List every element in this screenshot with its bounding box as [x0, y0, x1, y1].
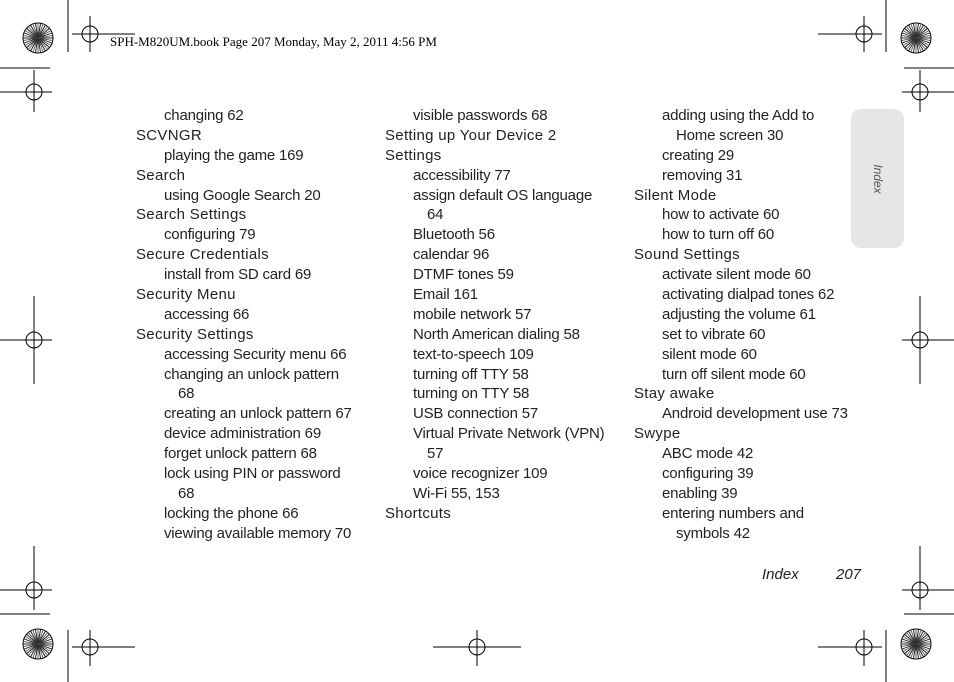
- index-column-3: [634, 106, 864, 544]
- index-subentry: activating dialpad tones 62: [662, 286, 835, 304]
- index-subentry: 64: [427, 206, 444, 224]
- index-subentry: calendar 96: [413, 246, 490, 264]
- index-heading: Security Settings: [136, 325, 254, 343]
- index-subentry: Android development use 73: [662, 405, 848, 423]
- index-heading: Search: [136, 166, 186, 184]
- index-heading: Search Settings: [136, 206, 247, 224]
- index-side-tab-label: Index: [870, 163, 885, 194]
- index-subentry: mobile network 57: [413, 305, 532, 323]
- index-subentry: Email 161: [413, 286, 478, 304]
- index-subentry: 68: [178, 385, 195, 403]
- index-subentry: turn off silent mode 60: [662, 365, 806, 383]
- index-subentry: how to activate 60: [662, 206, 780, 224]
- index-subentry: removing 31: [662, 166, 743, 184]
- index-subentry: silent mode 60: [662, 345, 757, 363]
- index-subentry: configuring 79: [164, 226, 256, 244]
- index-subentry: assign default OS language: [413, 186, 593, 204]
- index-subentry: Wi-Fi 55, 153: [413, 484, 500, 502]
- footer-section-label: Index: [762, 566, 799, 583]
- index-heading: Silent Mode: [634, 186, 717, 204]
- index-subentry: North American dialing 58: [413, 325, 580, 343]
- page-number: 207: [836, 566, 862, 583]
- index-heading: Settings: [385, 146, 442, 164]
- index-subentry: voice recognizer 109: [413, 465, 548, 483]
- index-subentry: adding using the Add to: [662, 107, 815, 124]
- index-subentry: adjusting the volume 61: [662, 305, 816, 323]
- index-column-2: [385, 106, 615, 524]
- index-heading: Setting up Your Device 2: [385, 126, 557, 144]
- index-subentry: lock using PIN or password: [164, 465, 341, 483]
- index-heading: Shortcuts: [385, 504, 452, 522]
- index-subentry: how to turn off 60: [662, 226, 775, 244]
- index-subentry: turning on TTY 58: [413, 385, 530, 403]
- index-subentry: install from SD card 69: [164, 266, 312, 284]
- index-subentry: changing an unlock pattern: [164, 365, 339, 383]
- index-subentry: locking the phone 66: [164, 504, 299, 522]
- index-subentry: creating an unlock pattern 67: [164, 405, 352, 423]
- index-subentry: enabling 39: [662, 484, 738, 502]
- index-subentry: USB connection 57: [413, 405, 539, 423]
- index-subentry: device administration 69: [164, 425, 321, 443]
- index-subentry: symbols 42: [676, 524, 750, 542]
- index-subentry: turning off TTY 58: [413, 365, 529, 383]
- index-subentry: accessing 66: [164, 305, 250, 323]
- index-heading: Sound Settings: [634, 246, 740, 264]
- index-subentry: creating 29: [662, 146, 735, 164]
- index-subentry: using Google Search 20: [164, 186, 321, 204]
- index-heading: Security Menu: [136, 286, 236, 304]
- index-subentry: ABC mode 42: [662, 445, 754, 463]
- index-subentry: set to vibrate 60: [662, 325, 766, 343]
- index-heading: Swype: [634, 425, 681, 443]
- index-column-1: [136, 106, 366, 544]
- index-heading: Stay awake: [634, 385, 715, 403]
- index-subentry: text-to-speech 109: [413, 345, 534, 363]
- index-subentry: viewing available memory 70: [164, 524, 352, 542]
- index-subentry: DTMF tones 59: [413, 266, 514, 284]
- index-subentry: configuring 39: [662, 465, 754, 483]
- index-subentry: 68: [178, 484, 195, 502]
- index-heading: SCVNGR: [136, 126, 202, 144]
- index-subentry: visible passwords 68: [413, 107, 548, 124]
- index-subentry: entering numbers and: [662, 504, 804, 522]
- index-heading: Secure Credentials: [136, 246, 269, 264]
- index-subentry: forget unlock pattern 68: [164, 445, 317, 463]
- index-subentry: changing 62: [164, 107, 244, 124]
- index-subentry: Virtual Private Network (VPN): [413, 425, 605, 443]
- index-subentry: accessibility 77: [413, 166, 511, 184]
- print-header: SPH-M820UM.book Page 207 Monday, May 2, 2011 4:56 PM: [110, 34, 437, 49]
- index-subentry: activate silent mode 60: [662, 266, 811, 284]
- index-subentry: Home screen 30: [676, 126, 784, 144]
- index-subentry: playing the game 169: [164, 146, 304, 164]
- index-subentry: accessing Security menu 66: [164, 345, 347, 363]
- index-subentry: Bluetooth 56: [413, 226, 495, 244]
- index-subentry: 57: [427, 445, 444, 463]
